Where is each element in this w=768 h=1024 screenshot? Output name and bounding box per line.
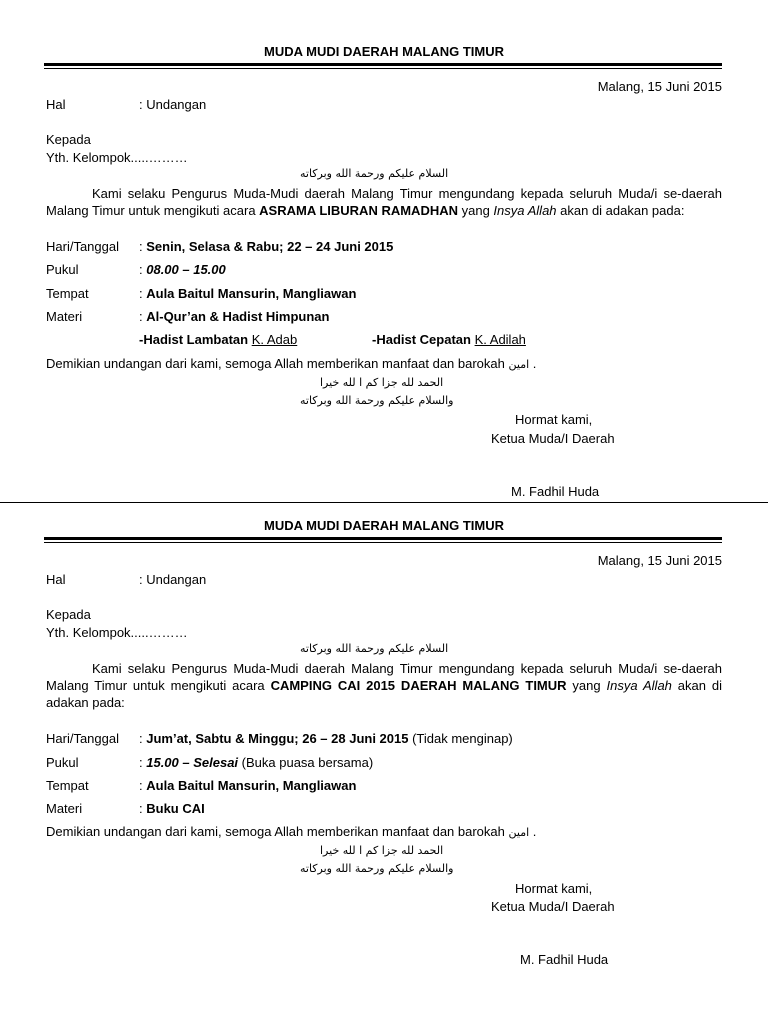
page-separator <box>0 502 768 503</box>
hal-label: Hal <box>46 97 66 112</box>
materi-label: Materi <box>46 801 83 816</box>
materi-label: Materi <box>46 309 83 324</box>
letter-date: Malang, 15 Juni 2015 <box>597 79 722 94</box>
signatory-title: Ketua Muda/I Daerah <box>491 899 615 914</box>
recipient-line: Yth. Kelompok.....……… <box>46 150 188 165</box>
kepada-label: Kepada <box>46 132 91 147</box>
tempat-label: Tempat <box>46 778 89 793</box>
signatory-title: Ketua Muda/I Daerah <box>491 431 615 446</box>
pukul-value: : 08.00 – 15.00 <box>139 262 226 277</box>
hal-label: Hal <box>46 572 66 587</box>
signatory-name: M. Fadhil Huda <box>520 952 609 967</box>
hormat-kami: Hormat kami, <box>515 881 593 896</box>
hal-value: : Undangan <box>139 97 207 112</box>
hadist-lambatan: -Hadist Lambatan K. Adab <box>139 332 298 347</box>
pukul-label: Pukul <box>46 755 79 770</box>
event-name: ASRAMA LIBURAN RAMADHAN <box>259 203 458 218</box>
salam-opening: السلام عليكم ورحمة الله وبركاته <box>300 167 449 180</box>
hari-label: Hari/Tanggal <box>46 239 119 254</box>
hari-value: : Jum’at, Sabtu & Minggu; 26 – 28 Juni 2015 (Tidak menginap) <box>139 731 513 746</box>
signatory-name: M. Fadhil Huda <box>511 484 600 499</box>
header-rule-thick <box>44 63 722 66</box>
header-rule-thin <box>44 68 722 69</box>
hadist-cepatan: -Hadist Cepatan K. Adilah <box>372 332 526 347</box>
letter-header: MUDA MUDI DAERAH MALANG TIMUR <box>264 44 504 59</box>
letter-date: Malang, 15 Juni 2015 <box>597 553 722 568</box>
header-rule-thick <box>44 537 722 540</box>
hormat-kami: Hormat kami, <box>515 412 593 427</box>
materi-value: : Al-Qur’an & Hadist Himpunan <box>139 309 330 324</box>
salam-closing: والسلام عليكم ورحمة الله وبركاته <box>300 394 454 407</box>
event-name: CAMPING CAI 2015 DAERAH MALANG TIMUR <box>270 678 567 693</box>
kepada-label: Kepada <box>46 607 91 622</box>
hari-label: Hari/Tanggal <box>46 731 119 746</box>
tempat-value: : Aula Baitul Mansurin, Mangliawan <box>139 286 357 301</box>
pukul-label: Pukul <box>46 262 79 277</box>
hamdalah: الحمد لله جزا كم ا لله خيرا <box>320 844 444 857</box>
tempat-value: : Aula Baitul Mansurin, Mangliawan <box>139 778 357 793</box>
pukul-value: : 15.00 – Selesai (Buka puasa bersama) <box>139 755 374 770</box>
invitation-body: Kami selaku Pengurus Muda-Mudi daerah Malang Timur mengundang kepada seluruh Muda/i se-daerah Malang Timur untuk mengikuti acara CAMPING CAI 2015 DAERAH MALANG TIMUR yang Insya Allah akan di adakan pada: <box>46 661 722 710</box>
salam-closing: والسلام عليكم ورحمة الله وبركاته <box>300 862 454 875</box>
invitation-body: Kami selaku Pengurus Muda-Mudi daerah Malang Timur mengundang kepada seluruh Muda/i se-daerah Malang Timur untuk mengikuti acara ASRAMA LIBURAN RAMADHAN yang Insya Allah akan di adakan pada: <box>46 186 722 218</box>
recipient-line: Yth. Kelompok.....……… <box>46 625 188 640</box>
closing-line: Demikian undangan dari kami, semoga Allah memberikan manfaat dan barokah امين . <box>46 824 537 839</box>
header-rule-thin <box>44 542 722 543</box>
hal-value: : Undangan <box>139 572 207 587</box>
hamdalah: الحمد لله جزا كم ا لله خيرا <box>320 376 444 389</box>
hari-value: : Senin, Selasa & Rabu; 22 – 24 Juni 2015 <box>139 239 394 254</box>
tempat-label: Tempat <box>46 286 89 301</box>
closing-line: Demikian undangan dari kami, semoga Allah memberikan manfaat dan barokah امين . <box>46 356 537 371</box>
letter-header: MUDA MUDI DAERAH MALANG TIMUR <box>264 518 504 533</box>
salam-opening: السلام عليكم ورحمة الله وبركاته <box>300 642 449 655</box>
materi-value: : Buku CAI <box>139 801 205 816</box>
